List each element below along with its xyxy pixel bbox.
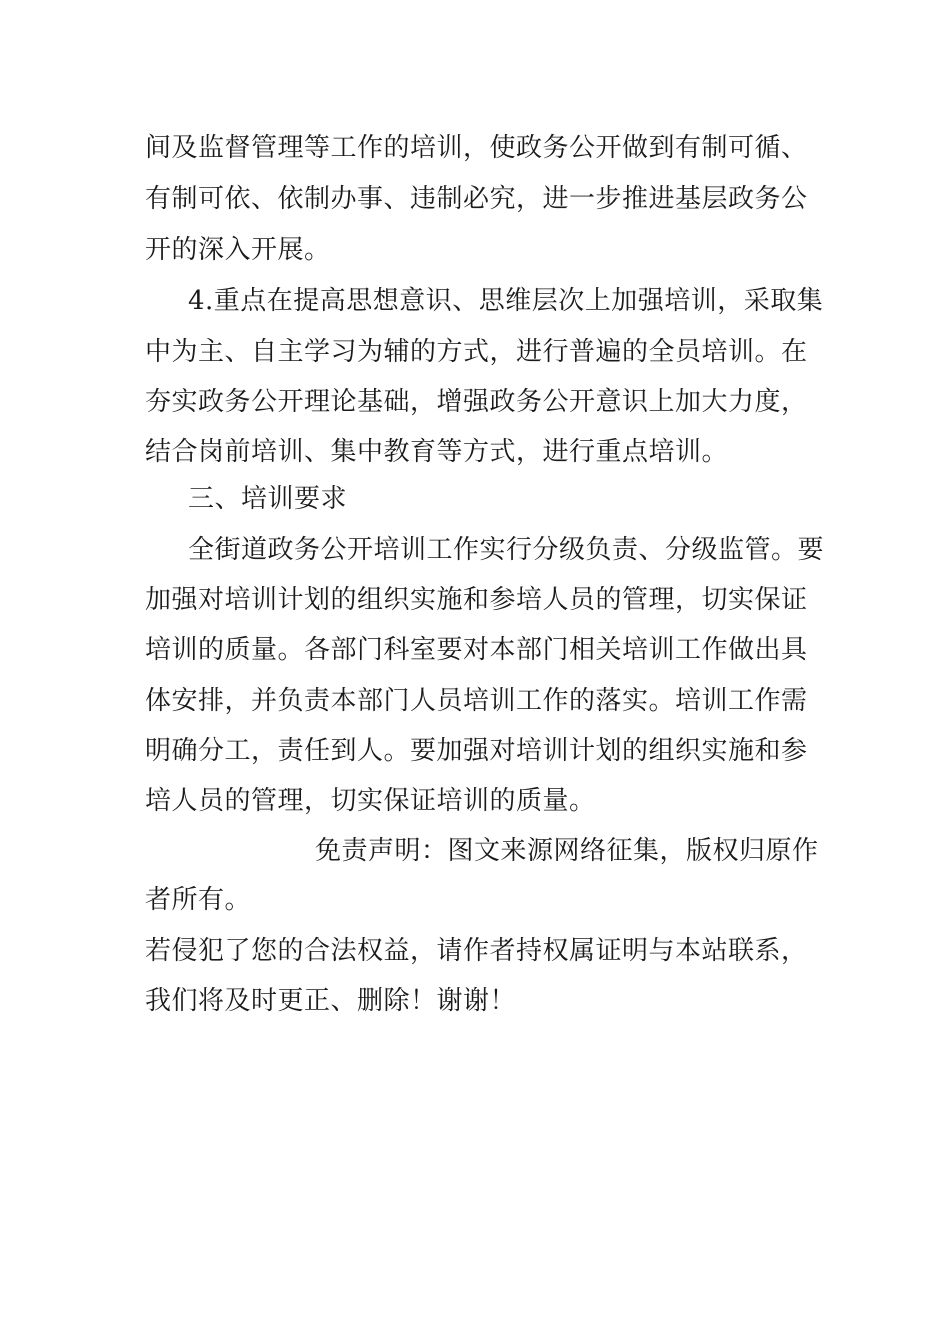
disclaimer-line-1: 免责声明：图文来源网络征集，版权归原作: [315, 836, 819, 866]
paragraph-1-line-2: 有制可依、依制办事、违制必究，进一步推进基层政务公: [145, 184, 808, 214]
paragraph-3-line-6: 培人员的管理，切实保证培训的质量。: [145, 786, 596, 816]
disclaimer-line-4: 我们将及时更正、删除！谢谢！: [145, 986, 517, 1016]
paragraph-2-line-1: 4.重点在提高思想意识、思维层次上加强培训，采取集: [188, 286, 824, 316]
paragraph-1-line-1: 间及监督管理等工作的培训，使政务公开做到有制可循、: [145, 133, 808, 163]
paragraph-2-line-2: 中为主、自主学习为辅的方式，进行普遍的全员培训。在: [145, 337, 808, 367]
section-heading: 三、培训要求: [188, 484, 348, 514]
paragraph-3-line-2: 加强对培训计划的组织实施和参培人员的管理，切实保证: [145, 585, 808, 615]
paragraph-3-line-1: 全街道政务公开培训工作实行分级负责、分级监管。要: [188, 535, 825, 565]
paragraph-2-line-4: 结合岗前培训、集中教育等方式，进行重点培训。: [145, 437, 729, 467]
paragraph-1-line-3: 开的深入开展。: [145, 235, 331, 265]
paragraph-3-line-5: 明确分工，责任到人。要加强对培训计划的组织实施和参: [145, 736, 808, 766]
paragraph-3-line-3: 培训的质量。各部门科室要对本部门相关培训工作做出具: [145, 635, 808, 665]
disclaimer-line-3: 若侵犯了您的合法权益，请作者持权属证明与本站联系，: [145, 936, 808, 966]
paragraph-2-line-3: 夯实政务公开理论基础，增强政务公开意识上加大力度，: [145, 387, 808, 417]
disclaimer-line-2: 者所有。: [145, 885, 252, 915]
paragraph-3-line-4: 体安排，并负责本部门人员培训工作的落实。培训工作需: [145, 686, 808, 716]
